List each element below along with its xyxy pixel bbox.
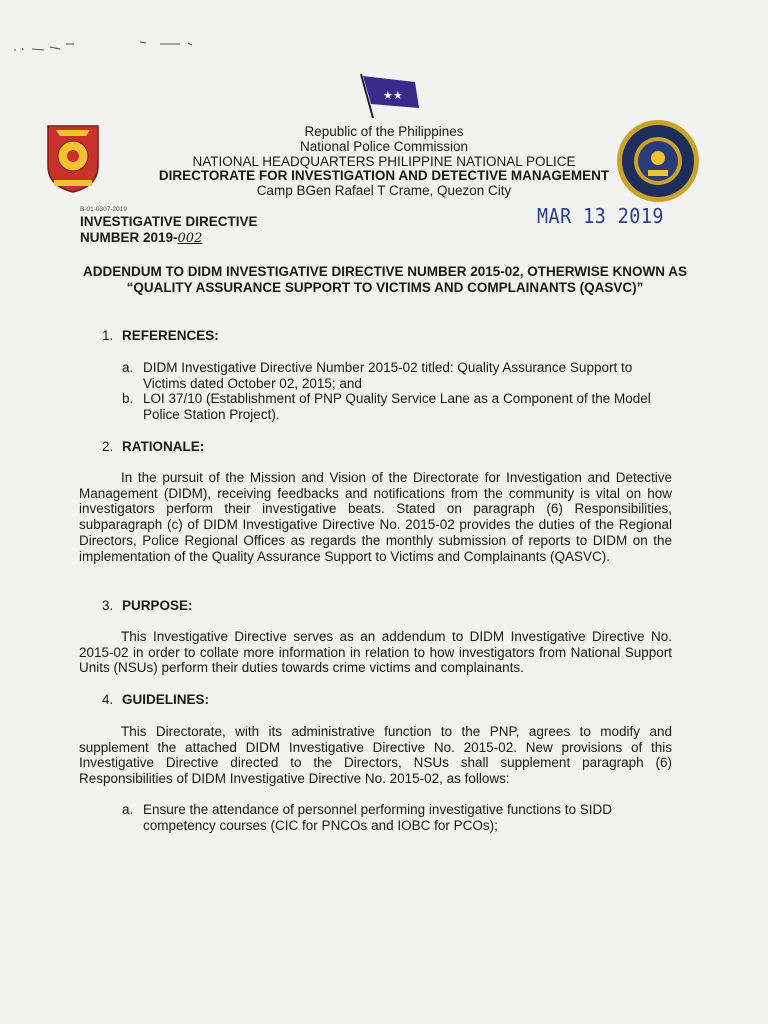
header-republic: Republic of the Philippines	[304, 124, 464, 139]
directive-number-block	[80, 214, 258, 247]
guidelines-paragraph: This Directorate, with its administrative function to the PNP, agrees to modify and supplement the attached DIDM Investigative Directive No. 2015-02. New provisions of this Investigative Directive directed to the Directors, NSUs shall supplement paragraph (6) Responsibilities of DIDM Investigative Directive No. 2015-02, as follows:	[79, 724, 672, 787]
document-control-number: B-01-0307-2019	[80, 206, 127, 213]
purpose-paragraph: This Investigative Directive serves as an addendum to DIDM Investigative Directive No. 2015-02 in order to collate more information in relation to how investigators from National Support Units (NSUs) perform their duties towards crime victims and complainants.	[79, 629, 672, 676]
directive-number-prefix: NUMBER 2019-	[80, 230, 178, 245]
rationale-paragraph: In the pursuit of the Mission and Vision of the Directorate for Investigation and Detective Management (DIDM), receiving feedbacks and notifications from the community is vital on how investigators perform their investigative beats. Stated on paragraph (6) Responsibilities, subparagraph (c) of DIDM Investigative Directive No. 2015-02 provides the duties of the Regional Directors, Police Regional Offices as regards the monthly submission of reports to DIDM on the implementation of the Quality Assurance Support to Victims and Complainants (QASVC).	[79, 470, 672, 564]
general-star-flag-icon	[357, 72, 425, 120]
handwritten-number: 002	[177, 231, 203, 246]
header-nhq-pnp: NATIONAL HEADQUARTERS PHILIPPINE NATIONAL POLICE	[192, 154, 576, 169]
directive-number	[80, 230, 258, 247]
header-directorate: DIRECTORATE FOR INVESTIGATION AND DETECTIVE MANAGEMENT	[158, 168, 610, 183]
section-references-heading: 1. REFERENCES:	[102, 328, 219, 343]
scan-marks	[10, 38, 200, 58]
directive-type: INVESTIGATIVE DIRECTIVE	[80, 214, 258, 229]
section-rationale-heading: 2. RATIONALE:	[102, 439, 205, 454]
reference-item: a. DIDM Investigative Directive Number 2015-02 titled: Quality Assurance Support to Victims dated October 02, 2015; and	[122, 360, 633, 391]
date-stamp: MAR 13 2019	[537, 204, 664, 228]
guideline-item: a. Ensure the attendance of personnel performing investigative functions to SIDD competency courses (CIC for PNCOs and IOBC for PCOs);	[122, 802, 613, 833]
document-title: ADDENDUM TO DIDM INVESTIGATIVE DIRECTIVE NUMBER 2015-02, OTHERWISE KNOWN AS “QUALITY ASSURANCE SUPPORT TO VICTIMS AND COMPLAINANTS (QASVC)”	[82, 264, 688, 295]
section-purpose-heading: 3. PURPOSE:	[102, 598, 193, 613]
section-guidelines-heading: 4. GUIDELINES:	[102, 692, 210, 707]
header-napolcom: National Police Commission	[299, 139, 469, 154]
header-address: Camp BGen Rafael T Crame, Quezon City	[256, 183, 512, 198]
svg-text:★★: ★★	[383, 89, 403, 102]
reference-item: b. LOI 37/10 (Establishment of PNP Quality Service Lane as a Component of the Model Police Station Project).	[122, 391, 651, 422]
